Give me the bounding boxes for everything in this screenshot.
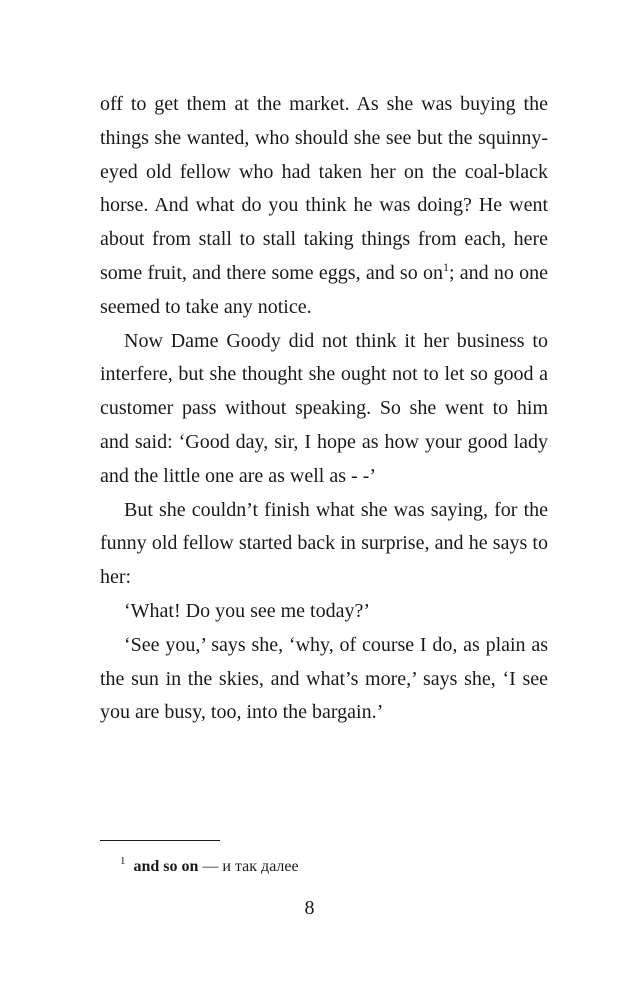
paragraph-1-text: off to get them at the market. As she was buying the things she wanted, who should she see but the squinny-eyed old fellow who had taken her on the coal-black horse. And what do you think he was doing? He went about from stall to stall taking things from each, here some fruit, and there some eggs, and so on: [100, 93, 548, 284]
paragraph-4: ‘What! Do you see me today?’: [124, 599, 371, 622]
page-number: 8: [304, 897, 315, 919]
footnote-dash: —: [202, 858, 219, 875]
paragraph-5: ‘See you,’ says she, ‘why, of course I do, as plain as the sun in the skies, and what’s more,’ says she, ‘I see you are busy, too, into the bargain.’: [100, 633, 548, 724]
footnote-mark: 1: [120, 855, 126, 867]
page-body: [100, 88, 548, 730]
paragraph-1: [100, 88, 548, 325]
footnote: [120, 849, 299, 879]
footnote-divider: [100, 840, 220, 841]
paragraph-1-continuation: ; and no one seemed to take any notice.: [100, 261, 548, 318]
footnote-translation: и так далее: [222, 858, 299, 875]
footnote-reference: 1: [442, 259, 449, 274]
paragraph-2: Now Dame Goody did not think it her business to interfere, but she thought she ought not to let so good a customer pass without speaking. So she went to him and said: ‘Good day, sir, I hope as how your good lady and the little one are as well as - -’: [100, 329, 548, 487]
footnote-term: and so on: [133, 858, 199, 875]
paragraph-3: But she couldn’t finish what she was saying, for the funny old fellow started back in surprise, and he says to her:: [100, 498, 548, 589]
